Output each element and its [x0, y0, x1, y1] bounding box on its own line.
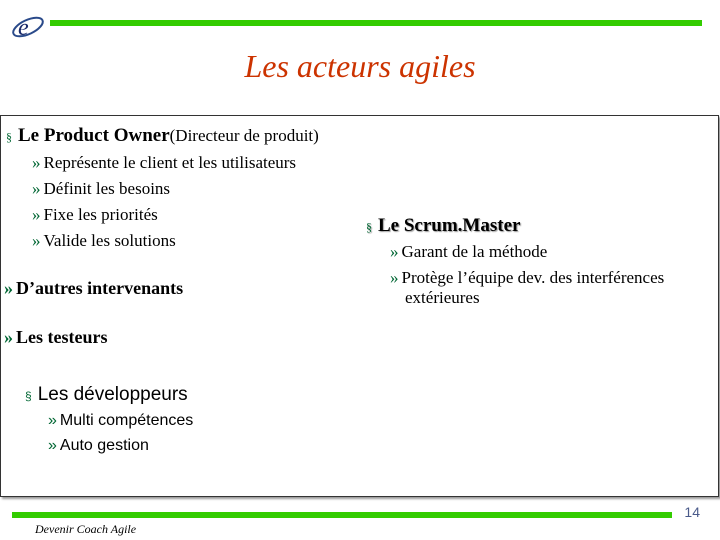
square-bullet-icon: § — [25, 389, 32, 403]
list-item: » Garant de la méthode — [390, 242, 548, 261]
list-item: » Fixe les priorités — [32, 205, 158, 224]
square-bullet-icon: § — [366, 220, 372, 234]
logo-icon — [10, 8, 46, 44]
slide-title: Les acteurs agiles — [244, 48, 476, 84]
developpeurs-heading: § Les développeurs — [25, 384, 188, 405]
scrum-master-heading: § Le Scrum.Master — [366, 215, 521, 236]
page-number: 14 — [684, 504, 700, 520]
list-item: » Définit les besoins — [32, 179, 171, 198]
product-owner-title: Le Product Owner — [18, 125, 170, 146]
list-item: » Multi compétences — [48, 412, 194, 429]
product-owner-heading — [6, 125, 319, 147]
svg-text:e: e — [18, 15, 29, 41]
chevron-bullet-icon: » — [390, 268, 399, 287]
chevron-bullet-icon: » — [4, 327, 13, 347]
product-owner-subtitle: (Directeur de produit) — [169, 126, 319, 145]
square-bullet-icon: § — [6, 130, 12, 144]
autres-intervenants-heading: » D’autres intervenants — [4, 278, 184, 298]
chevron-bullet-icon: » — [32, 179, 41, 198]
list-item: » Protège l’équipe dev. des interférences — [390, 268, 665, 287]
list-item-continuation: extérieures — [405, 288, 480, 307]
list-item: » Auto gestion — [48, 437, 149, 454]
footer-bar — [12, 512, 672, 518]
chevron-bullet-icon: » — [390, 242, 399, 261]
chevron-bullet-icon: » — [4, 278, 13, 298]
chevron-bullet-icon: » — [32, 231, 41, 250]
testeurs-heading: » Les testeurs — [4, 327, 108, 347]
chevron-bullet-icon: » — [32, 153, 41, 172]
chevron-bullet-icon: » — [48, 412, 57, 429]
list-item: » Valide les solutions — [32, 231, 176, 250]
list-item: » Représente le client et les utilisateurs — [32, 153, 297, 172]
header-bar — [50, 20, 702, 26]
chevron-bullet-icon: » — [48, 437, 57, 454]
chevron-bullet-icon: » — [32, 205, 41, 224]
footer-text: Devenir Coach Agile — [35, 522, 137, 536]
